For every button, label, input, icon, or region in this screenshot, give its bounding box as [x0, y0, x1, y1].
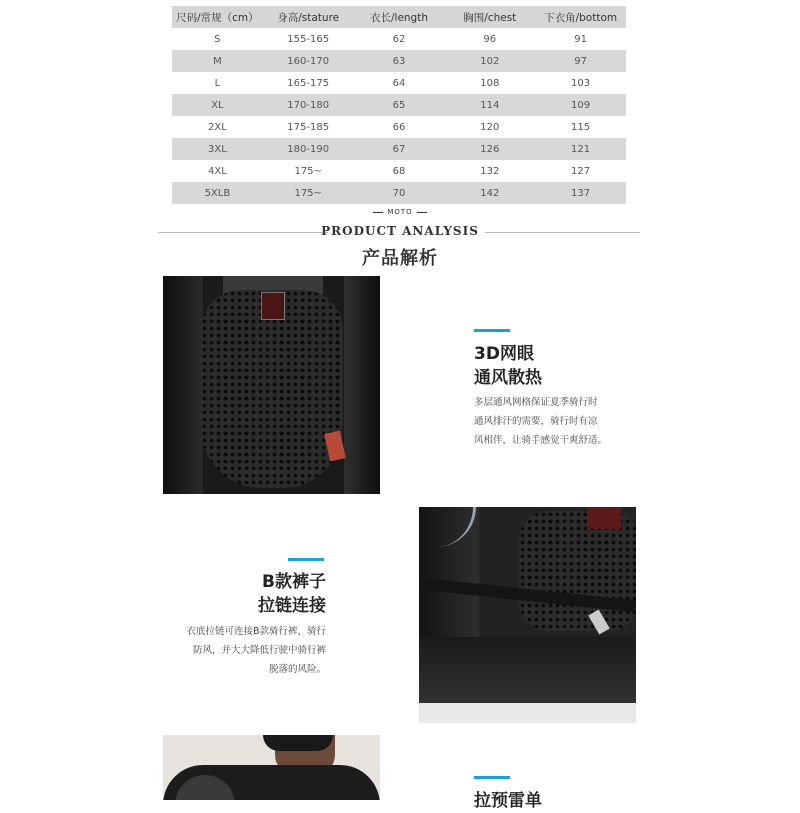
- feature-title: [258, 570, 326, 618]
- table-cell: 102: [480, 55, 500, 67]
- feature-title: [474, 342, 542, 390]
- table-cell: 132: [480, 165, 500, 177]
- feature-desc-line: 通风排汗的需要，骑行时有凉: [474, 416, 598, 427]
- table-cell: 160-170: [287, 55, 330, 67]
- size-table: [172, 6, 626, 204]
- accent-bar: [474, 329, 510, 332]
- feature-desc-line: 风相伴，让骑手感觉干爽舒适。: [474, 435, 608, 446]
- table-cell: 91: [574, 33, 587, 45]
- table-row: [172, 94, 626, 116]
- table-row: [172, 28, 626, 50]
- column-header-bottom: 下衣角/bottom: [544, 11, 618, 24]
- product-photo-rider: [163, 735, 380, 800]
- table-row: [172, 182, 626, 204]
- feature-description: [474, 393, 607, 450]
- feature-desc-line: 衣底拉链可连接B款骑行裤，骑行: [186, 626, 326, 637]
- table-cell: L: [214, 77, 221, 89]
- product-photo-mesh: [163, 276, 380, 494]
- divider-dash: [373, 212, 383, 213]
- column-header-length: 衣长/length: [369, 11, 428, 24]
- table-cell: 180-190: [287, 143, 330, 155]
- column-header-stature: 身高/stature: [277, 11, 340, 24]
- feature-desc-line: 脱落的风险。: [268, 664, 326, 675]
- feature-description: [186, 622, 326, 679]
- table-row: [172, 160, 626, 182]
- table-row: [172, 116, 626, 138]
- table-cell: 121: [571, 143, 591, 155]
- table-cell: 115: [571, 121, 591, 133]
- table-cell: 170-180: [287, 99, 330, 111]
- section-title-en: PRODUCT ANALYSIS: [321, 224, 479, 238]
- accent-bar: [288, 558, 324, 561]
- table-cell: 109: [571, 99, 591, 111]
- table-row: [172, 138, 626, 160]
- feature-desc-line: 防风，并大大降低行驶中骑行裤: [192, 645, 326, 656]
- table-cell: 67: [392, 143, 406, 155]
- table-cell: 65: [392, 99, 406, 111]
- table-row: [172, 72, 626, 94]
- section-title-cn: 产品解析: [362, 248, 438, 269]
- feature-desc-line: 多层通风网格保证夏季骑行时: [474, 397, 598, 408]
- table-cell: 175-185: [287, 121, 330, 133]
- accent-bar: [474, 776, 510, 779]
- table-cell: XL: [211, 99, 224, 111]
- table-cell: 175~: [294, 187, 322, 199]
- table-cell: 5XLB: [204, 187, 231, 199]
- table-cell: 155-165: [287, 33, 330, 45]
- table-cell: M: [213, 55, 222, 67]
- table-cell: 137: [571, 187, 591, 199]
- feature-title: [474, 789, 542, 813]
- table-cell: 68: [392, 165, 406, 177]
- feature-title-line: 拉链连接: [258, 596, 326, 616]
- moto-text: MOTO: [387, 208, 413, 216]
- product-photo-zipper: [419, 507, 636, 723]
- feature-title-line: B款裤子: [262, 572, 326, 592]
- table-cell: S: [214, 33, 221, 45]
- column-header-chest: 胸围/chest: [463, 11, 517, 24]
- table-cell: 64: [392, 77, 406, 89]
- column-header-size: 尺码/常规（cm）: [176, 11, 259, 24]
- feature-title-line: 通风散热: [474, 368, 542, 388]
- table-cell: 120: [480, 121, 500, 133]
- table-cell: 103: [571, 77, 591, 89]
- table-cell: 66: [392, 121, 406, 133]
- table-cell: 70: [392, 187, 406, 199]
- table-cell: 63: [392, 55, 406, 67]
- table-cell: 126: [480, 143, 500, 155]
- divider-dash: [417, 212, 427, 213]
- moto-label: [0, 208, 800, 216]
- size-table-body: [172, 28, 626, 204]
- table-cell: 114: [480, 99, 500, 111]
- table-cell: 108: [480, 77, 500, 89]
- feature-title-line: 拉预雷单: [474, 791, 542, 811]
- table-cell: 127: [571, 165, 591, 177]
- table-cell: 97: [574, 55, 587, 67]
- table-cell: 2XL: [208, 121, 227, 133]
- table-cell: 142: [480, 187, 500, 199]
- table-cell: 165-175: [287, 77, 330, 89]
- table-header-row: [172, 6, 626, 28]
- table-cell: 4XL: [208, 165, 227, 177]
- table-cell: 96: [483, 33, 497, 45]
- table-cell: 175~: [294, 165, 322, 177]
- feature-title-line: 3D网眼: [474, 344, 534, 364]
- table-row: [172, 50, 626, 72]
- table-cell: 3XL: [208, 143, 227, 155]
- table-cell: 62: [392, 33, 406, 45]
